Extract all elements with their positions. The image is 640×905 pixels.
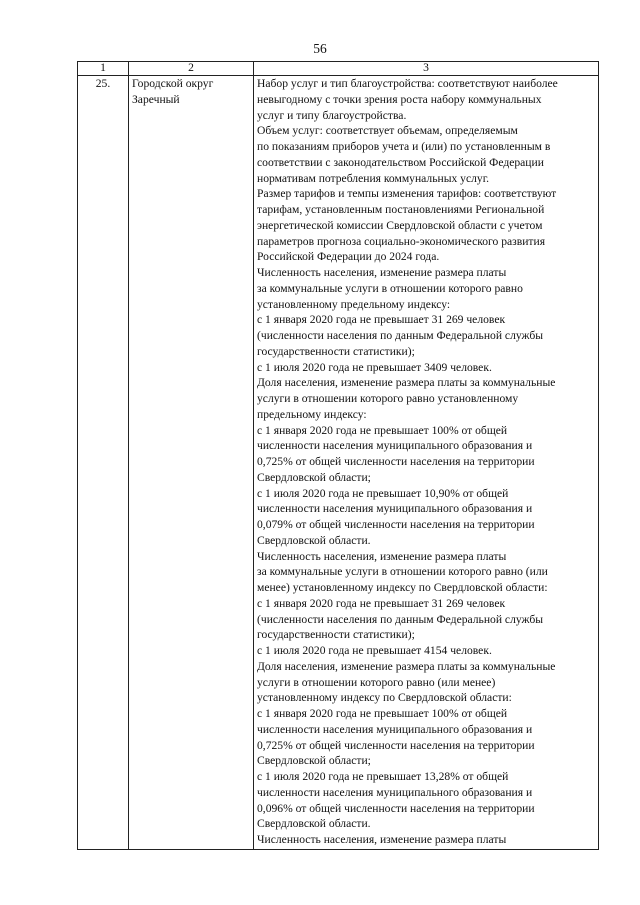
description-line: 0,725% от общей численности населения на территории xyxy=(257,455,535,468)
description-line: государственности статистики); xyxy=(257,628,415,642)
description-line: соответствии с законодательством Российской Федерации xyxy=(257,155,544,169)
description-line: параметров прогноза социально-экономического развития xyxy=(257,234,546,248)
description-line: менее) установленному индексу по Свердловской области: xyxy=(257,581,548,594)
description-line: Размер тарифов и темпы изменения тарифов: соответствуют xyxy=(257,187,557,201)
description-line: предельному индексу: xyxy=(257,407,367,421)
description-line: по показаниям приборов учета и (или) по установленным в xyxy=(257,140,551,153)
description-line: Набор услуг и тип благоустройства: соответствуют наиболее xyxy=(257,77,558,90)
table-header-row xyxy=(78,62,599,76)
description-line: Численность населения, изменение размера платы xyxy=(257,266,507,279)
description-line: установленному предельному индексу: xyxy=(257,297,451,311)
description-line: Свердловской области. xyxy=(257,817,371,831)
description-line: Доля населения, изменение размера платы за коммунальные xyxy=(257,376,556,390)
description-line: 0,079% от общей численности населения на территории xyxy=(257,518,535,531)
description-line: за коммунальные услуги в отношении которого равно (или xyxy=(257,565,548,579)
description-line: Доля населения, изменение размера платы за коммунальные xyxy=(257,659,556,673)
row-number: 25. xyxy=(78,76,129,850)
description-line: Численность населения, изменение размера платы xyxy=(257,549,507,563)
description-line: невыгодному с точки зрения роста набору коммунальных xyxy=(257,92,542,106)
column-header-2: 2 xyxy=(129,62,254,76)
description-line: с 1 января 2020 года не превышает 100% от общей xyxy=(257,423,508,437)
column-header-3: 3 xyxy=(254,62,599,76)
description-line: Свердловской области; xyxy=(257,470,371,484)
description-line: услуги в отношении которого равно (или менее) xyxy=(257,675,496,689)
description-line: с 1 июля 2020 года не превышает 13,28% от общей xyxy=(257,770,509,783)
description-line: с 1 января 2020 года не превышает 31 269 человек xyxy=(257,596,506,610)
description-line: с 1 июля 2020 года не превышает 4154 человек. xyxy=(257,644,492,657)
description-line: 0,096% от общей численности населения на территории xyxy=(257,801,535,815)
description-line: Объем услуг: соответствует объемам, определяемым xyxy=(257,124,518,138)
description-line: энергетической комиссии Свердловской области с учетом xyxy=(257,218,543,232)
description-line: услуги в отношении которого равно установленному xyxy=(257,392,519,405)
description-line: с 1 января 2020 года не превышает 31 269 человек xyxy=(257,313,506,327)
municipality-line: Городской округ xyxy=(132,77,214,90)
description-line: с 1 января 2020 года не превышает 100% от общей xyxy=(257,707,508,720)
description-line: численности населения муниципального образования и xyxy=(257,439,533,453)
description-line: государственности статистики); xyxy=(257,344,415,358)
description-line: тарифам, установленным постановлениями Региональной xyxy=(257,203,545,216)
description-line: Российской Федерации до 2024 года. xyxy=(257,250,440,264)
description-line: с 1 июля 2020 года не превышает 10,90% от общей xyxy=(257,486,509,500)
description-line: с 1 июля 2020 года не превышает 3409 человек. xyxy=(257,360,492,374)
tariff-table xyxy=(77,61,599,850)
description-line: услуг и типу благоустройства. xyxy=(257,108,407,122)
column-header-1: 1 xyxy=(78,62,129,76)
description-line: численности населения муниципального образования и xyxy=(257,722,533,736)
description-line: (численности населения по данным Федеральной службы xyxy=(257,329,544,342)
description-cell xyxy=(254,76,599,850)
description-line: 0,725% от общей численности населения на территории xyxy=(257,738,535,752)
municipality-cell xyxy=(129,76,254,850)
description-line: установленному индексу по Свердловской области: xyxy=(257,691,512,705)
description-line: Свердловской области; xyxy=(257,754,371,768)
description-line: Численность населения, изменение размера платы xyxy=(257,833,507,846)
description-line: Свердловской области. xyxy=(257,533,371,547)
table-row xyxy=(78,76,599,850)
page-number: 56 xyxy=(313,41,327,56)
description-line: за коммунальные услуги в отношении которого равно xyxy=(257,281,523,295)
description-line: (численности населения по данным Федеральной службы xyxy=(257,612,544,626)
description-line: нормативам потребления коммунальных услуг. xyxy=(257,171,490,185)
description-line: численности населения муниципального образования и xyxy=(257,785,533,799)
description-line: численности населения муниципального образования и xyxy=(257,502,533,516)
municipality-line: Заречный xyxy=(132,92,180,106)
